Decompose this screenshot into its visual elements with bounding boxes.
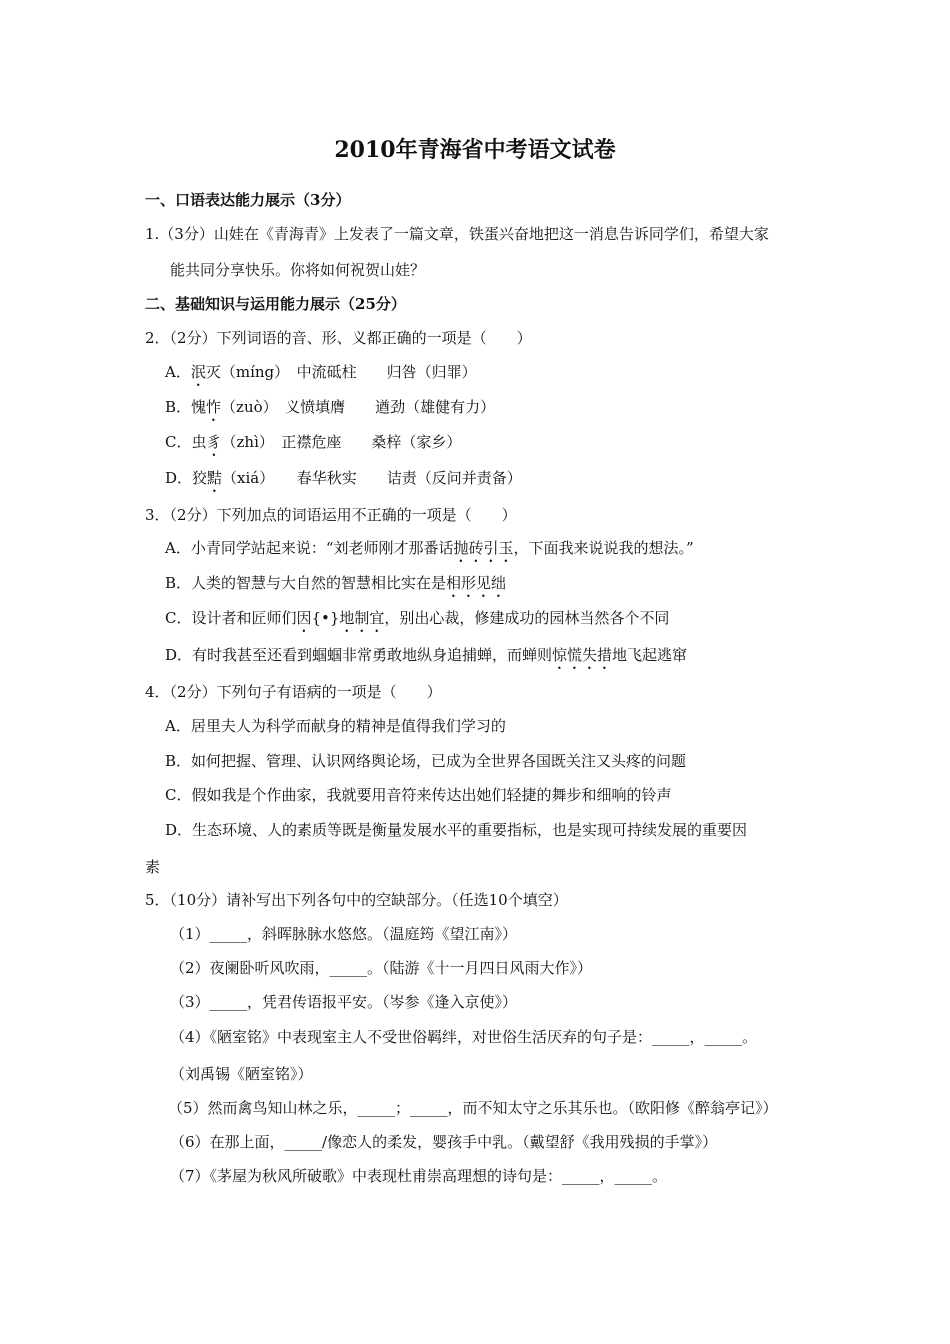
emphasis-char: 豸 <box>206 433 222 451</box>
q2-option-a: A．泯灭（míng） 中流砥柱 归咎（归罪） <box>165 363 477 381</box>
page-title: 2010年青海省中考语文试卷 <box>334 137 616 163</box>
q2-option-b: B．愧怍（zuò） 义愤填膺 遒劲（雄健有力） <box>165 398 496 416</box>
q3-option-c: C．设计者和匠师们因{•}地制宜，别出心裁，修建成功的园林当然各个不同 <box>165 609 670 627</box>
q5-item-2: （2）夜阑卧听风吹雨，_____。（陆游《十一月四日风雨大作》） <box>170 959 593 977</box>
section-1-heading: 一、口语表达能力展示（3分） <box>145 191 351 209</box>
emphasis-word: 惊慌失措 <box>552 646 613 664</box>
q4-option-d-line1: D．生态环境、人的素质等既是衡量发展水平的重要指标，也是实现可持续发展的重要因 <box>165 821 748 839</box>
q3-option-d: D．有时我甚至还看到蝈蝈非常勇敢地纵身追捕蝉，而蝉则惊慌失措地飞起逃窜 <box>165 646 688 664</box>
q5-item-6: （6）在那上面，_____/像恋人的柔发，婴孩手中乳。（戴望舒《我用残损的手掌》） <box>170 1133 718 1151</box>
q5-item-3: （3）_____，凭君传语报平安。（岑参《逢入京使》） <box>170 993 518 1011</box>
q5-item-4-source: （刘禹锡《陋室铭》） <box>170 1065 313 1083</box>
q4-option-b: B．如何把握、管理、认识网络舆论场，已成为全世界各国既关注又头疼的问题 <box>165 752 687 770</box>
q2-option-d: D．狡黠（xiá） 春华秋实 诘责（反问并责备） <box>165 469 522 487</box>
q2-stem: 2．（2分）下列词语的音、形、义都正确的一项是（ ） <box>145 329 532 347</box>
q5-item-1: （1）_____，斜晖脉脉水悠悠。（温庭筠《望江南》） <box>170 925 518 943</box>
emphasis-char: 怍 <box>206 398 222 416</box>
emphasis-word: 因{•}地制宜 <box>296 609 385 627</box>
emphasis-word: 相形见绌 <box>446 574 507 592</box>
q4-option-a: A．居里夫人为科学而献身的精神是值得我们学习的 <box>165 717 506 735</box>
emphasis-char: 泯 <box>190 363 206 381</box>
q4-option-d-line2: 素 <box>145 858 161 876</box>
q5-item-7: （7）《茅屋为秋风所破歌》中表现杜甫崇高理想的诗句是：_____，_____。 <box>170 1167 668 1185</box>
q5-stem: 5．（10分）请补写出下列各句中的空缺部分。（任选10个填空） <box>145 891 568 909</box>
q3-stem: 3．（2分）下列加点的词语运用不正确的一项是（ ） <box>145 506 517 524</box>
section-2-heading: 二、基础知识与运用能力展示（25分） <box>145 295 406 313</box>
emphasis-word: 抛砖引玉 <box>453 539 514 557</box>
q4-stem: 4．（2分）下列句子有语病的一项是（ ） <box>145 683 442 701</box>
q5-item-4: （4）《陋室铭》中表现室主人不受世俗羁绊，对世俗生活厌弃的句子是：_____，_____。 <box>170 1028 758 1046</box>
q1-text-line1: 1.（3分）山娃在《青海青》上发表了一篇文章，铁蛋兴奋地把这一消息告诉同学们，希望大家 <box>145 225 769 243</box>
emphasis-char: 黠 <box>207 469 223 487</box>
q3-option-a: A．小青同学站起来说：“刘老师刚才那番话抛砖引玉，下面我来说说我的想法。” <box>165 539 694 557</box>
q5-item-5: （5）然而禽鸟知山林之乐，_____；_____，而不知太守之乐其乐也。（欧阳修《醉翁亭记》） <box>168 1099 778 1117</box>
q2-option-c: C．虫豸（zhì） 正襟危座 桑梓（家乡） <box>165 433 462 451</box>
q3-option-b: B．人类的智慧与大自然的智慧相比实在是相形见绌 <box>165 574 507 592</box>
q1-text-line2: 能共同分享快乐。你将如何祝贺山娃？ <box>170 261 426 279</box>
q4-option-c: C．假如我是个作曲家，我就要用音符来传达出她们轻捷的舞步和细响的铃声 <box>165 786 672 804</box>
